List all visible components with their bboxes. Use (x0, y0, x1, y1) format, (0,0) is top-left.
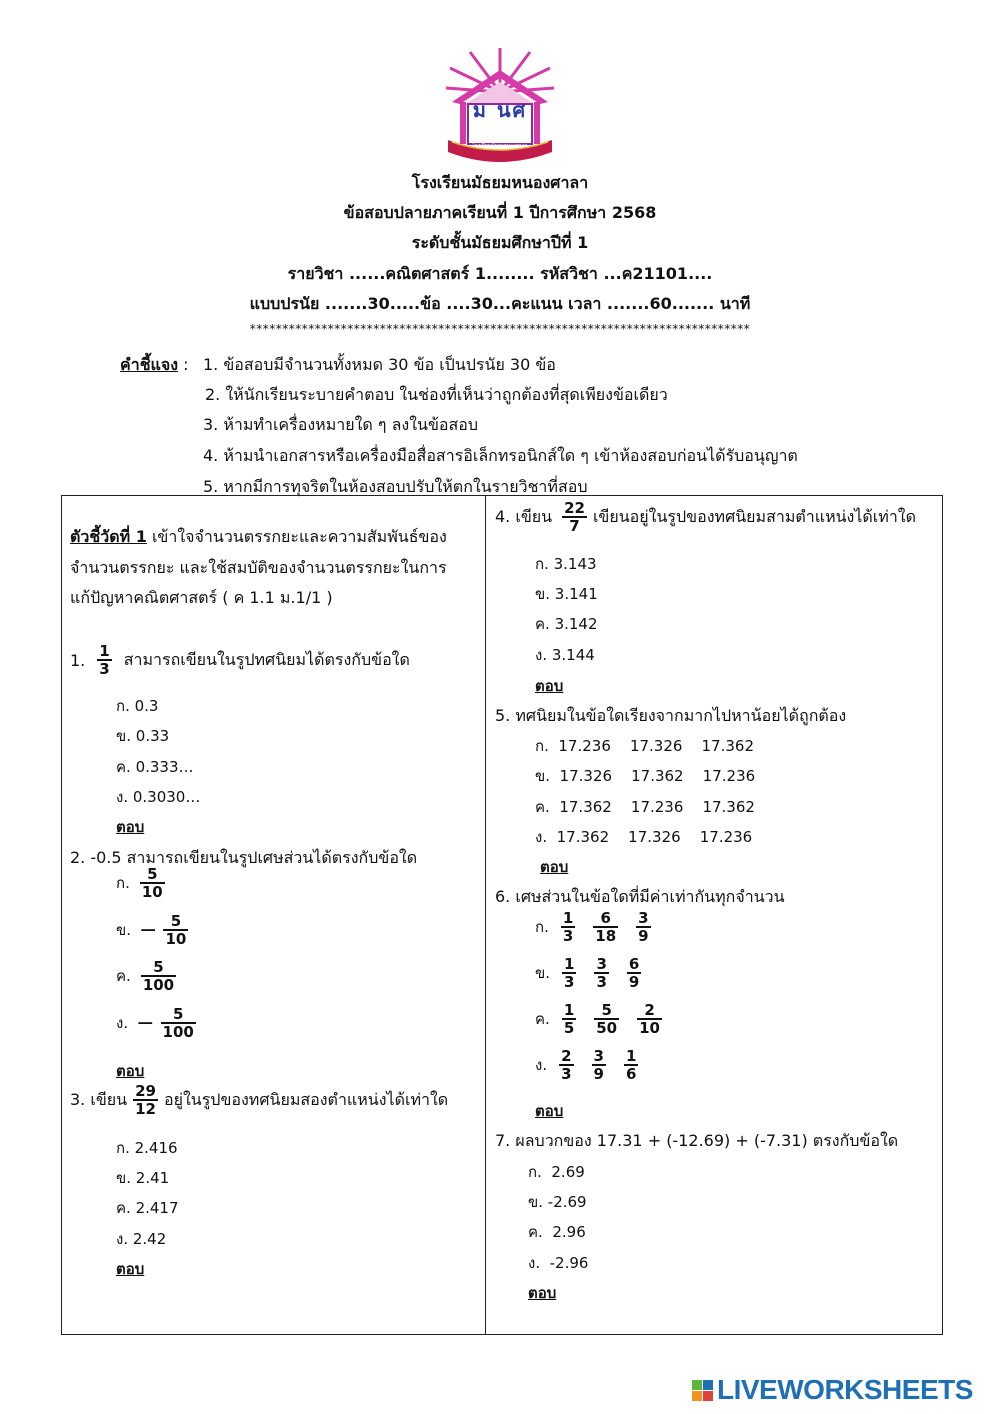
instruction-item: 3. ห้ามทำเครื่องหมายใด ๆ ลงในข้อสอบ (203, 415, 479, 434)
choice[interactable]: ค. 3.142 (535, 615, 598, 633)
fraction: $\frac{5}{10}$ (165, 912, 187, 948)
choice[interactable]: ง. 2.42 (116, 1230, 167, 1248)
choice[interactable]: ข. 3.141 (535, 585, 598, 603)
separator-stars: ***************************************************************************** (249, 322, 751, 336)
choice[interactable]: ง. − $\frac{5}{100}$ (116, 1005, 194, 1041)
choice[interactable]: ค. $\frac{1}{5}$ $\frac{5}{50}$ $\frac{2}{10}$ (535, 1001, 660, 1037)
fraction: $\frac{5}{50}$ (596, 1001, 618, 1037)
choice[interactable]: ค. 0.333… (116, 758, 194, 776)
choice[interactable]: ข. 2.41 (116, 1169, 170, 1187)
question-5: 5. ทศนิยมในข้อใดเรียงจากมากไปหาน้อยได้ถูกต้อง (495, 706, 847, 725)
choice[interactable]: ค. 2.417 (116, 1199, 179, 1217)
fraction: $\frac{1}{3}$ (564, 955, 575, 991)
choice[interactable]: ข. -2.69 (528, 1193, 587, 1211)
fraction: $\frac{5}{100}$ (142, 958, 175, 994)
grade-level: ระดับชั้นมัธยมศึกษาปีที่ 1 (411, 233, 589, 252)
fraction: $\frac{1}{3}$ (562, 909, 574, 945)
answer-label[interactable]: ตอบ (535, 677, 564, 695)
question-7: 7. ผลบวกของ 17.31 + (-12.69) + (-7.31) ตรงกับข้อใด (495, 1131, 899, 1150)
instructions-separator: : (178, 355, 189, 374)
fraction: $\frac{3}{9}$ (638, 909, 649, 945)
fraction: $\frac{1}{6}$ (625, 1047, 637, 1083)
answer-label[interactable]: ตอบ (528, 1284, 557, 1302)
choice[interactable]: ง. 0.3030… (116, 788, 201, 806)
watermark-text: LIVEWORKSHEETS (717, 1374, 973, 1405)
fraction: $\frac{1}{5}$ (563, 1001, 575, 1037)
answer-label[interactable]: ตอบ (535, 1102, 564, 1120)
choice[interactable]: ข. 17.326 17.362 17.236 (535, 767, 756, 785)
choice[interactable]: ก. 2.69 (528, 1163, 585, 1181)
choice[interactable]: ง. $\frac{2}{3}$ $\frac{3}{9}$ $\frac{1}{6}$ (535, 1047, 637, 1083)
fraction: $\frac{29}{12}$ (135, 1082, 156, 1118)
choice[interactable]: ข. − $\frac{5}{10}$ (116, 912, 187, 948)
fraction: $\frac{2}{3}$ (561, 1047, 572, 1083)
indicator-line: จำนวนตรรกยะ และใช้สมบัติของจำนวนตรรกยะในการ (70, 558, 447, 577)
choice[interactable]: ง. 3.144 (535, 646, 595, 664)
answer-label[interactable]: ตอบ (116, 1062, 145, 1080)
choice[interactable]: ค. 2.96 (528, 1223, 586, 1241)
choice[interactable]: ค. 17.362 17.236 17.362 (535, 798, 755, 816)
choice[interactable]: ง. 17.362 17.326 17.236 (535, 828, 753, 846)
fraction: $\frac{5}{100}$ (162, 1005, 194, 1041)
fraction: $\frac{3}{9}$ (593, 1047, 604, 1083)
indicator-line: แก้ปัญหาคณิตศาสตร์ ( ค 1.1 ม.1/1 ) (70, 588, 333, 607)
subject-line: รายวิชา ......คณิตศาสตร์ 1........ รหัสวิชา ...ค21101.... (287, 264, 713, 283)
answer-label[interactable]: ตอบ (116, 1260, 145, 1278)
question-1: 1. $\frac{1}{3}$ สามารถเขียนในรูปทศนิยมได้ตรงกับข้อใด (70, 642, 410, 678)
choice[interactable]: ข. 0.33 (116, 727, 170, 745)
choice[interactable]: ก. 0.3 (116, 697, 159, 715)
question-2: 2. -0.5 สามารถเขียนในรูปเศษส่วนได้ตรงกับข้อใด (70, 848, 418, 867)
format-line: แบบปรนัย .......30.....ข้อ ....30...คะแนน เวลา .......60....... นาที (249, 294, 751, 313)
exam-title: ข้อสอบปลายภาคเรียนที่ 1 ปีการศึกษา 2568 (343, 203, 657, 222)
choice[interactable]: ก. 17.236 17.326 17.362 (535, 737, 754, 755)
liveworksheets-watermark (692, 1374, 973, 1406)
fraction: $\frac{6}{18}$ (595, 909, 617, 945)
choice[interactable]: ก. 3.143 (535, 555, 597, 573)
fraction: $\frac{3}{3}$ (596, 955, 607, 991)
instruction-item: 5. หากมีการทุจริตในห้องสอบปรับให้ตกในรายวิชาที่สอบ (203, 477, 588, 496)
column-divider (485, 495, 486, 1335)
logo-ribbon-text: โรงเรียนมัธยมหนองศาลา (472, 143, 528, 149)
logo-letters: ม นศ (472, 98, 528, 122)
question-4: 4. เขียน $\frac{22}{7}$ เขียนอยู่ในรูปของทศนิยมสามตำแหน่งได้เท่าใด (495, 499, 916, 535)
instruction-item: 4. ห้ามนำเอกสารหรือเครื่องมือสื่อสารอิเล็กทรอนิกส์ใด ๆ เข้าห้องสอบก่อนได้รับอนุญาต (203, 446, 798, 465)
instruction-item: 1. ข้อสอบมีจำนวนทั้งหมด 30 ข้อ เป็นปรนัย 30 ข้อ (203, 355, 556, 374)
question-3: 3. เขียน $\frac{29}{12}$ อยู่ในรูปของทศนิยมสองตำแหน่งได้เท่าใด (70, 1082, 449, 1118)
school-logo (440, 44, 560, 162)
school-name: โรงเรียนมัธยมหนองศาลา (411, 173, 589, 192)
answer-label[interactable]: ตอบ (116, 818, 145, 836)
fraction: $\frac{6}{9}$ (628, 955, 640, 991)
fraction: $\frac{22}{7}$ (564, 499, 585, 535)
choice[interactable]: ค. $\frac{5}{100}$ (116, 958, 175, 994)
choice[interactable]: ก. $\frac{5}{10}$ (116, 865, 163, 901)
indicator-label: ตัวชี้วัดที่ 1 (70, 527, 147, 546)
instruction-item: 2. ให้นักเรียนระบายคำตอบ ในช่องที่เห็นว่าถูกต้องที่สุดเพียงข้อเดียว (205, 385, 668, 404)
question-6: 6. เศษส่วนในข้อใดที่มีค่าเท่ากันทุกจำนวน (495, 887, 785, 906)
choice[interactable]: ก. 2.416 (116, 1139, 178, 1157)
choice[interactable]: ก. $\frac{1}{3}$ $\frac{6}{18}$ $\frac{3}{9}$ (535, 909, 649, 945)
answer-label[interactable]: ตอบ (540, 858, 569, 876)
question-box (61, 495, 943, 1335)
choice[interactable]: ข. $\frac{1}{3}$ $\frac{3}{3}$ $\frac{6}{9}$ (535, 955, 640, 991)
fraction: $\frac{2}{10}$ (639, 1001, 660, 1037)
choice[interactable]: ง. -2.96 (528, 1254, 589, 1272)
liveworksheets-logo-icon (692, 1380, 713, 1401)
instructions-heading (120, 353, 189, 378)
indicator-line: ตัวชี้วัดที่ 1 เข้าใจจำนวนตรรกยะและความสัมพันธ์ของ (70, 527, 447, 546)
fraction: $\frac{1}{3}$ (99, 642, 110, 678)
instructions-label: คำชี้แจง (120, 355, 179, 374)
fraction: $\frac{5}{10}$ (141, 865, 163, 901)
